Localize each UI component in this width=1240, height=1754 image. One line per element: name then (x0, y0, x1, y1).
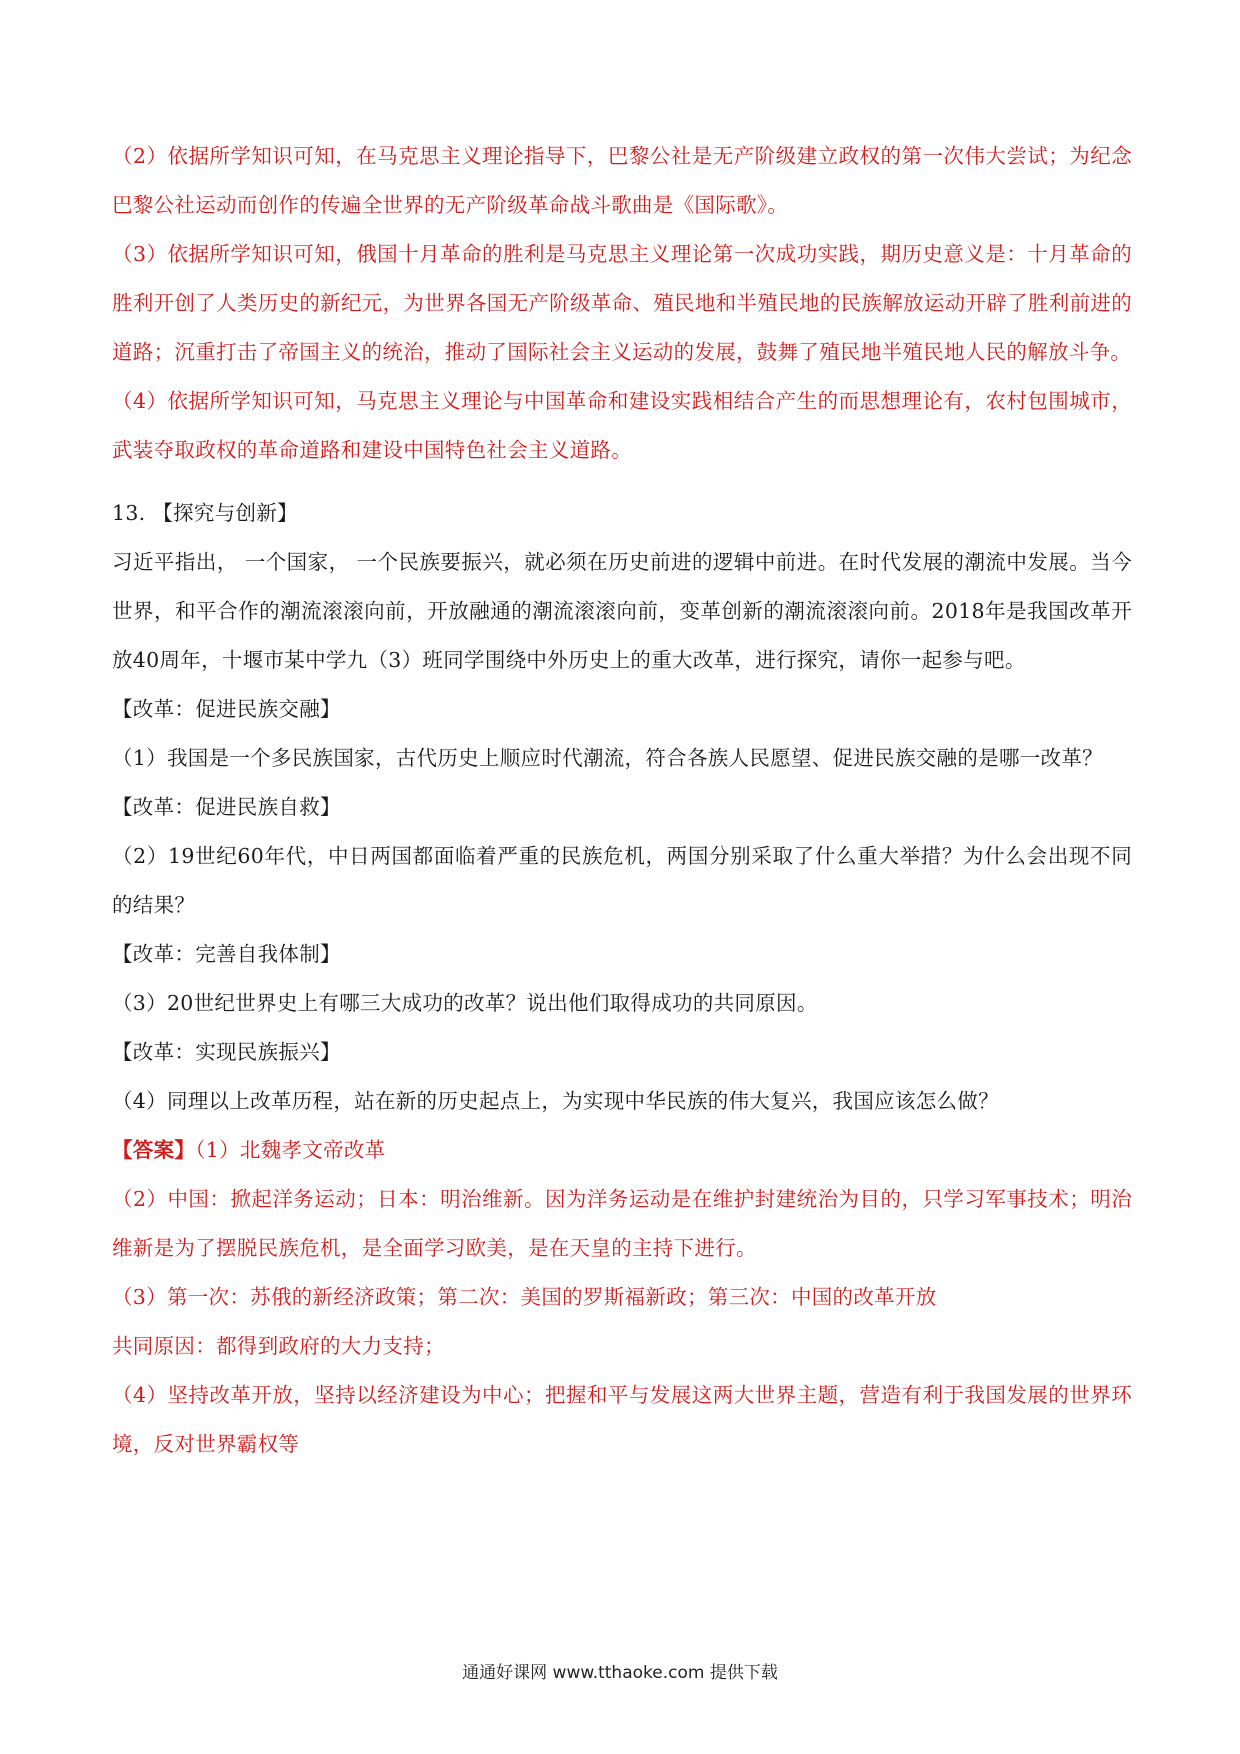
section-question: （1）我国是一个多民族国家，古代历史上顺应时代潮流，符合各族人民愿望、促进民族交融的是哪一改革？ (112, 746, 1103, 770)
answer-paragraph: （2）依据所学知识可知，在马克思主义理论指导下，巴黎公社是无产阶级建立政权的第一次伟大尝试；为纪念巴黎公社运动而创作的传遍全世界的无产阶级革命战斗歌曲是《国际歌》。 (112, 144, 1132, 217)
page-footer: 通通好课网 www.tthaoke.com 提供下载 (462, 1663, 778, 1683)
section-title: 【改革：实现民族振兴】 (112, 1040, 341, 1064)
question-intro: 习近平指出， 一个国家， 一个民族要振兴，就必须在历史前进的逻辑中前进。在时代发展的潮流中发展。当今世界，和平合作的潮流滚滚向前，开放融通的潮流滚滚向前，变革创新的潮流滚滚向前。2018年是我国改革开放40周年，十堰市某中学九（3）班同学围绕中外历史上的重大改革，进行探究，请你一起参与吧。 (112, 550, 1132, 672)
answer-line-1 (112, 1126, 1132, 1175)
answer-1: （1）北魏孝文帝改革 (195, 1138, 386, 1162)
section-title: 【改革：促进民族自救】 (112, 795, 341, 819)
answer-3a: （3）第一次：苏俄的新经济政策；第二次：美国的罗斯福新政；第三次：中国的改革开放 (112, 1285, 937, 1309)
answer-4: （4）坚持改革开放，坚持以经济建设为中心；把握和平与发展这两大世界主题，营造有利于我国发展的世界环境，反对世界霸权等 (112, 1383, 1132, 1456)
answer-paragraph: （4）依据所学知识可知，马克思主义理论与中国革命和建设实践相结合产生的而思想理论有，农村包围城市，武装夺取政权的革命道路和建设中国特色社会主义道路。 (112, 389, 1132, 462)
section-question: （2）19世纪60年代，中日两国都面临着严重的民族危机，两国分别采取了什么重大举措？为什么会出现不同的结果？ (112, 844, 1132, 917)
section-title: 【改革：促进民族交融】 (112, 697, 341, 721)
question-13 (112, 489, 1132, 1469)
section-title: 【改革：完善自我体制】 (112, 942, 341, 966)
answer-label: 【答案】 (112, 1138, 196, 1162)
previous-answers (112, 132, 1132, 475)
answer-3b: 共同原因：都得到政府的大力支持； (112, 1334, 445, 1358)
answer-paragraph: （3）依据所学知识可知，俄国十月革命的胜利是马克思主义理论第一次成功实践，期历史意义是：十月革命的胜利开创了人类历史的新纪元，为世界各国无产阶级革命、殖民地和半殖民地的民族解放运动开辟了胜利前进的道路；沉重打击了帝国主义的统治，推动了国际社会主义运动的发展，鼓舞了殖民地半殖民地人民的解放斗争。 (112, 242, 1132, 364)
answer-2: （2）中国：掀起洋务运动；日本：明治维新。因为洋务运动是在维护封建统治为目的，只学习军事技术；明治维新是为了摆脱民族危机，是全面学习欧美，是在天皇的主持下进行。 (112, 1187, 1132, 1260)
section-question: （3）20世纪世界史上有哪三大成功的改革？说出他们取得成功的共同原因。 (112, 991, 818, 1015)
question-heading: 13. 【探究与创新】 (112, 501, 298, 525)
section-question: （4）同理以上改革历程，站在新的历史起点上，为实现中华民族的伟大复兴，我国应该怎么做？ (112, 1089, 999, 1113)
